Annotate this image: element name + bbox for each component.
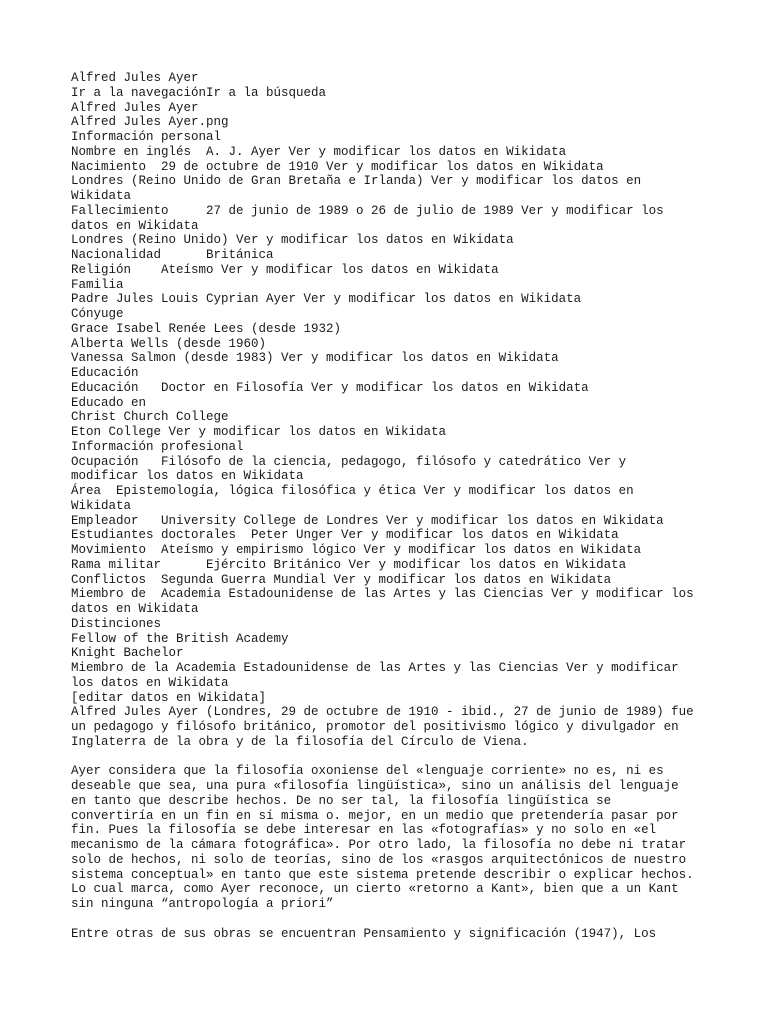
body-paragraph-line: Lo cual marca, como Ayer reconoce, un cierto «retorno a Kant», bien que a un Kant bbox=[71, 882, 679, 897]
infobox-row-death: Fallecimiento 27 de junio de 1989 o 26 de julio de 1989 Ver y modificar los bbox=[71, 203, 664, 218]
infobox-row-father: Padre Jules Louis Cyprian Ayer Ver y modificar los datos en Wikidata bbox=[71, 292, 582, 307]
infobox-row-spouse-1: Grace Isabel Renée Lees (desde 1932) bbox=[71, 321, 342, 336]
works-paragraph-line: Entre otras de sus obras se encuentran Pensamiento y significación (1947), Los bbox=[71, 926, 657, 941]
infobox-row-religion: Religión Ateísmo Ver y modificar los datos en Wikidata bbox=[71, 262, 499, 277]
infobox-row-occupation: Ocupación Filósofo de la ciencia, pedagogo, filósofo y catedrático Ver y bbox=[71, 454, 627, 469]
body-paragraph-line: convertiría en un fin en sí misma o. mejor, en un medio que pretendería pasar por bbox=[71, 808, 679, 823]
infobox-section-education: Educación bbox=[71, 366, 139, 380]
paragraph-gap bbox=[71, 912, 701, 927]
infobox-row-employer: Empleador University College de Londres Ver y modificar los datos en Wikidata bbox=[71, 513, 664, 528]
infobox-row-spouse-label: Cónyuge bbox=[71, 307, 124, 321]
infobox-row-educated-at-label: Educado en bbox=[71, 395, 147, 410]
body-paragraph-line: fin. Pues la filosofía se debe interesar en las «fotografías» y no solo en «el bbox=[71, 823, 657, 838]
body-paragraph-line: en tanto que describe hechos. De no ser tal, la filosofía lingüística se bbox=[71, 793, 612, 808]
body-paragraph-line: sistema conceptual» en tanto que este sistema pretende describir o explicar hechos. bbox=[71, 867, 694, 882]
infobox-row-education: Educación Doctor en Filosofía Ver y modificar los datos en Wikidata bbox=[71, 380, 589, 395]
navigation-links[interactable]: Ir a la navegaciónIr a la búsqueda bbox=[71, 85, 327, 100]
infobox-row-deathplace: Londres (Reino Unido) Ver y modificar los datos en Wikidata bbox=[71, 233, 514, 248]
infobox-title: Alfred Jules Ayer bbox=[71, 100, 199, 115]
infobox-row-distinction-3-cont: los datos en Wikidata bbox=[71, 675, 229, 690]
intro-paragraph-line: Inglaterra de la obra y de la filosofía del Círculo de Viena. bbox=[71, 734, 529, 749]
body-paragraph-line: solo de hechos, ni solo de teorías, sino de los «rasgos arquitectónicos de nuestro bbox=[71, 852, 687, 867]
body-paragraph-line: mecanismo de la cámara fotográfica». Por otro lado, la filosofía no debe ni tratar bbox=[71, 838, 687, 852]
infobox-row-area-cont: Wikidata bbox=[71, 498, 132, 513]
infobox-image-filename: Alfred Jules Ayer.png bbox=[71, 115, 229, 130]
infobox-row-doctoral-students: Estudiantes doctorales Peter Unger Ver y modificar los datos en Wikidata bbox=[71, 528, 619, 543]
infobox-row-english-name: Nombre en inglés A. J. Ayer Ver y modificar los datos en Wikidata bbox=[71, 144, 567, 159]
infobox-section-personal: Información personal bbox=[71, 130, 222, 144]
infobox-row-conflicts: Conflictos Segunda Guerra Mundial Ver y modificar los datos en Wikidata bbox=[71, 572, 612, 587]
body-paragraph-line: deseable que sea, una pura «filosofía lingüística», sino un análisis del lenguaje bbox=[71, 779, 679, 793]
infobox-section-distinctions: Distinciones bbox=[71, 616, 162, 631]
paragraph-gap bbox=[71, 750, 701, 765]
infobox-row-military-branch: Rama militar Ejército Británico Ver y modificar los datos en Wikidata bbox=[71, 557, 627, 572]
document-page bbox=[71, 71, 701, 941]
intro-paragraph-line: un pedagogo y filósofo británico, promotor del positivismo lógico y divulgador en bbox=[71, 720, 679, 734]
infobox-row-death-cont: datos en Wikidata bbox=[71, 218, 199, 233]
document-title: Alfred Jules Ayer bbox=[71, 71, 199, 85]
intro-paragraph-line: Alfred Jules Ayer (Londres, 29 de octubre de 1910 - ibid., 27 de junio de 1989) fue bbox=[71, 705, 694, 720]
infobox-row-birthplace-cont: Wikidata bbox=[71, 189, 132, 203]
infobox-row-nationality: Nacionalidad Británica bbox=[71, 248, 274, 262]
infobox-row-educated-at-1: Christ Church College bbox=[71, 410, 229, 425]
infobox-row-distinction-1: Fellow of the British Academy bbox=[71, 631, 289, 646]
infobox-section-professional: Información profesional bbox=[71, 439, 244, 454]
infobox-row-member-of: Miembro de Academia Estadounidense de las Artes y las Ciencias Ver y modificar los bbox=[71, 587, 694, 602]
infobox-row-distinction-3: Miembro de la Academia Estadounidense de las Artes y las Ciencias Ver y modificar bbox=[71, 661, 679, 675]
infobox-row-area: Área Epistemología, lógica filosófica y ética Ver y modificar los datos en bbox=[71, 484, 634, 498]
infobox-row-spouse-3: Vanessa Salmon (desde 1983) Ver y modificar los datos en Wikidata bbox=[71, 351, 559, 366]
infobox-row-occupation-cont: modificar los datos en Wikidata bbox=[71, 469, 304, 484]
infobox-row-distinction-2: Knight Bachelor bbox=[71, 646, 184, 661]
infobox-row-birth: Nacimiento 29 de octubre de 1910 Ver y modificar los datos en Wikidata bbox=[71, 159, 604, 174]
infobox-row-birthplace: Londres (Reino Unido de Gran Bretaña e Irlanda) Ver y modificar los datos en bbox=[71, 174, 642, 189]
body-paragraph-line: Ayer considera que la filosofía oxoniense del «lenguaje corriente» no es, ni es bbox=[71, 764, 664, 779]
body-paragraph-line: sin ninguna “antropología a priori” bbox=[71, 897, 334, 911]
edit-wikidata-link[interactable]: [editar datos en Wikidata] bbox=[71, 690, 267, 705]
infobox-row-member-of-cont: datos en Wikidata bbox=[71, 602, 199, 616]
infobox-row-movement: Movimiento Ateísmo y empirismo lógico Ver y modificar los datos en Wikidata bbox=[71, 543, 642, 557]
infobox-row-spouse-2: Alberta Wells (desde 1960) bbox=[71, 336, 267, 351]
infobox-row-educated-at-2: Eton College Ver y modificar los datos en Wikidata bbox=[71, 425, 447, 439]
infobox-section-family: Familia bbox=[71, 277, 124, 292]
